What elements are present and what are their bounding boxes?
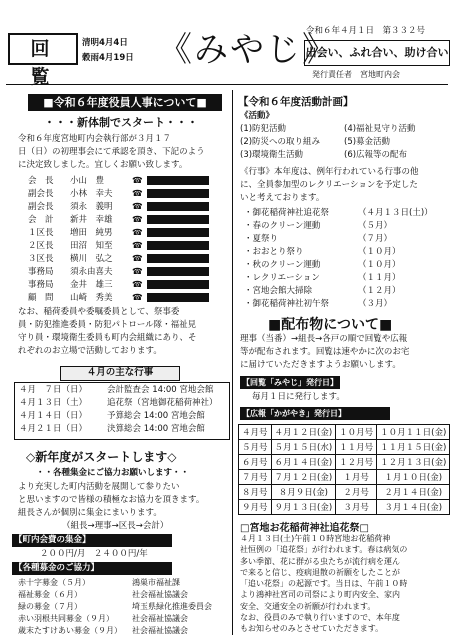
officer-role: 事務局 (28, 280, 54, 290)
officer-row (28, 175, 218, 188)
officer-role: 事務局 (28, 267, 54, 277)
plan-event (244, 298, 448, 311)
redacted-phone (147, 202, 209, 211)
policy-item: (2)防災への取り組み (240, 137, 321, 147)
month-cell: １１月号 (336, 440, 377, 455)
calendar-row (239, 470, 450, 485)
column-divider (232, 90, 233, 635)
festival-line: 安全、交通安全の祈願が行われます。 (240, 601, 376, 611)
newsletter-title: 《みやじ》 (158, 30, 338, 70)
fund-row (18, 625, 230, 637)
collection-flow: （組長→理事→区長→会計） (62, 521, 169, 531)
date-cell: ４月１２日(金) (271, 425, 336, 440)
date-cell: １２月１３日(金) (377, 455, 450, 470)
officers-heading: ■令和６年度役員人事について■ (28, 94, 222, 111)
festival-line: 社恒例の「追花祭」が行われます。春は病気の (240, 545, 408, 555)
officer-name: 増田 純男 (70, 228, 113, 238)
plan-heading: 【令和６年度活動計画】 (238, 96, 354, 108)
fund-row (18, 589, 230, 601)
festival-line: ４月１３日(土)午前１０時宮地お花稲荷神 (240, 534, 391, 543)
fund-name: 福祉募金（６月） (18, 590, 82, 599)
plan-event-name: ・秋のクリーン運動 (244, 260, 321, 270)
plan-event (244, 272, 448, 285)
phone-icon: ☎ (132, 189, 143, 199)
calendar-row (239, 485, 450, 500)
officer-row (28, 279, 218, 292)
intro-line: 日（日）の初理事会にて承認を頂き、下記のよう (18, 147, 205, 157)
officer-name: 横川 弘之 (70, 254, 113, 264)
officer-name: 小林 幸夫 (70, 189, 113, 199)
note-line: れぞれのお立場で活動しております。 (18, 346, 162, 356)
event-name: 追花祭（宮地御花稲荷神社） (107, 398, 218, 408)
event-name: 会計監査会 14:00 宮地会館 (107, 385, 214, 395)
officer-row (28, 253, 218, 266)
plan-event (244, 285, 448, 298)
fiscal-text (18, 481, 230, 533)
phone-icon: ☎ (132, 254, 143, 264)
phone-icon: ☎ (132, 215, 143, 225)
officer-name: 小山 豊 (70, 176, 105, 186)
policy-row (240, 136, 445, 149)
miyaji-heading: 【回覧「みやじ」発行日】 (242, 378, 338, 387)
officer-role: 副会長 (28, 202, 54, 212)
event-date: ４月１４日（日） (19, 411, 88, 421)
fiscal-line: 組長さんが個別に集金にまいります。 (18, 508, 162, 518)
april-row (19, 384, 225, 397)
event-date: ４月 ７日（日） (19, 385, 88, 395)
fund-row (18, 601, 230, 613)
fiscal-heading: ◇新年度がスタートします◇ (26, 450, 177, 464)
policy-item: (1)防犯活動 (240, 124, 287, 134)
redacted-phone (147, 228, 209, 237)
policy-item: (4)福祉見守り活動 (344, 124, 416, 134)
month-cell: １月号 (336, 470, 377, 485)
redacted-phone (147, 293, 209, 302)
plan-events (244, 207, 448, 311)
plan-event-when: （１０月） (358, 247, 401, 257)
officer-name: 須永 義明 (70, 202, 113, 212)
publisher: 発行責任者 宮地町内会 (312, 70, 400, 79)
officers-intro (18, 133, 226, 172)
officer-row (28, 240, 218, 253)
fund-name: 赤い羽根共同募金（９月） (18, 614, 114, 623)
festival-line: より鴻神社宮司の司祭により町内安全、家内 (240, 590, 400, 600)
month-cell: １２月号 (336, 455, 377, 470)
date-cell: １０月１１日(金) (377, 425, 450, 440)
fund-org: 埼玉県緑化推進委員会 (132, 602, 212, 611)
season-dates (82, 36, 134, 66)
plan-event (244, 259, 448, 272)
april-row (19, 410, 225, 423)
plan-event (244, 220, 448, 233)
festival-text (240, 533, 450, 635)
april-events (14, 382, 230, 440)
officer-row (28, 266, 218, 279)
note-line: なお、稲荷委員や委嘱委員として、祭事委 (18, 307, 180, 317)
issue-number: 令和６年４月１日 第３３２号 (306, 26, 426, 36)
month-cell: ５月号 (239, 440, 272, 455)
fund-name: 歳末たすけあい募金（９月） (18, 626, 122, 635)
date-cell: ７月１２日(金) (271, 470, 336, 485)
date-cell: ８月９日(金) (271, 485, 336, 500)
april-row (19, 423, 225, 436)
note-line: 員・防犯推進委員・防犯パトロール隊・福祉見 (18, 320, 197, 330)
month-cell: ２月号 (336, 485, 377, 500)
policy-row (240, 149, 445, 162)
officer-role: ２区長 (28, 241, 54, 251)
officer-role: ３区長 (28, 254, 54, 264)
header-divider (6, 84, 448, 85)
festival-line: 多い季節、花に群がる虫たちが流行病を運ん (240, 556, 400, 566)
date-cell: ５月１５日(水) (271, 440, 336, 455)
plan-policies (240, 110, 445, 162)
policy-item: (6)広報等の配布 (344, 150, 408, 160)
officer-row (28, 292, 218, 305)
plan-event-name: ・春のクリーン運動 (244, 221, 321, 231)
event-date: ４月２１日（日） (19, 424, 88, 434)
fund-name: 赤十字募金（５月） (18, 578, 90, 587)
plan-event-name: ・夏祭り (244, 234, 279, 244)
kagayaki-heading: 【広報「かがやき」発行日】 (240, 407, 390, 420)
event-date: ４月１３日（土） (19, 398, 88, 408)
intro-line: に決定致しました。宜しくお願い致します。 (18, 160, 188, 170)
fund-org: 社会福祉協議会 (132, 614, 188, 623)
funds-list (18, 577, 230, 637)
festival-line: なお、役員のみで執り行いますので、本年度 (240, 613, 400, 623)
dues-heading: 【町内会費の集金】 (12, 534, 172, 547)
officer-row (28, 227, 218, 240)
officer-name: 山崎 秀美 (70, 293, 113, 303)
month-cell: ３月号 (336, 500, 377, 515)
redacted-phone (147, 254, 209, 263)
plan-event-name: ・おおとり祭り (244, 247, 304, 257)
plan-line: いと考えております。 (240, 193, 325, 203)
officer-role: 顧 問 (28, 293, 54, 303)
event-name: 決算総会 14:00 宮地会館 (107, 424, 205, 434)
dues-amount: ２００円/月 ２４００円/年 (40, 549, 148, 559)
plan-event-name: ・宮地会館大掃除 (244, 286, 313, 296)
officer-row (28, 188, 218, 201)
event-name: 予算総会 14:00 宮地会館 (107, 411, 205, 421)
plan-event-name: ・御花稲荷神社初午祭 (244, 299, 330, 309)
fiscal-subheading: ・・各種集金にご協力お願いします・・ (36, 468, 190, 478)
officer-name: 金井 雄三 (70, 280, 113, 290)
month-cell: ４月号 (239, 425, 272, 440)
policy-item: (5)募金活動 (344, 137, 391, 147)
phone-icon: ☎ (132, 267, 143, 277)
date-cell: ３月１４日(金) (377, 500, 450, 515)
plan-line: に、全員参加型のレクリエーションを予定した (240, 180, 418, 190)
fund-org: 社会福祉協議会 (132, 626, 188, 635)
phone-icon: ☎ (132, 293, 143, 303)
date-cell: ９月１３日(金) (271, 500, 336, 515)
officer-row (28, 201, 218, 214)
date-cell: ２月１４日(金) (377, 485, 450, 500)
phone-icon: ☎ (132, 176, 143, 186)
officers-list (28, 175, 218, 305)
fund-row (18, 577, 230, 589)
phone-icon: ☎ (132, 202, 143, 212)
fiscal-line: より充実した町内活動を展開して参りたい (18, 482, 180, 492)
april-row (19, 397, 225, 410)
plan-text (240, 166, 450, 205)
delivery-text (240, 333, 450, 372)
note-line: 守り員・環境衛生委員も町内会組織にあり、そ (18, 333, 197, 343)
redacted-phone (147, 189, 209, 198)
plan-event-when: （１２月） (358, 286, 401, 296)
officer-name: 新井 幸雄 (70, 215, 113, 225)
officer-role: １区長 (28, 228, 54, 238)
phone-icon: ☎ (132, 280, 143, 290)
kagayaki-calendar (238, 424, 450, 515)
officer-role: 会 長 (28, 176, 54, 186)
delivery-heading: ■配布物について■ (268, 317, 393, 333)
fund-row (18, 613, 230, 625)
festival-line: で来ると信じ、疫病退散の祈願をしたことが (240, 567, 400, 577)
intro-line: 令和６年度宮地町内会執行部が３月１７ (18, 134, 172, 144)
plan-event-when: （４月１３日(土)） (358, 208, 433, 218)
delivery-line: に届けていただきますようお願いします。 (240, 360, 401, 370)
fund-org: 社会福祉協議会 (132, 590, 188, 599)
fund-org: 鴻巣市福祉課 (132, 578, 180, 587)
plan-event (244, 207, 448, 220)
calendar-row (239, 425, 450, 440)
policy-heading: 《活動》 (240, 111, 275, 121)
redacted-phone (147, 280, 209, 289)
redacted-phone (147, 176, 209, 185)
plan-event-name: ・レクリエーション (244, 273, 320, 283)
plan-line: 《行事》本年度は、例年行われている行事の他 (240, 167, 419, 177)
policy-row (240, 123, 445, 136)
date-cell: １１月１５日(金) (377, 440, 450, 455)
festival-heading: □宮地お花稲荷神社追花祭□ (240, 523, 369, 534)
festival-line: もお知らせのみとさせていただきます。 (240, 624, 384, 634)
plan-event (244, 246, 448, 259)
cleared-date: 清明4月4日 (82, 38, 128, 48)
month-cell: ９月号 (239, 500, 272, 515)
festival-line: 「追い花祭」の起源です。当日は、午前１０時 (240, 579, 408, 589)
month-cell: ６月号 (239, 455, 272, 470)
funds-heading: 【各種募金のご協力】 (12, 562, 172, 575)
plan-event-name: ・御花稲荷神社追花祭 (244, 208, 330, 218)
calendar-row (239, 455, 450, 470)
plan-event-when: （３月） (358, 299, 393, 309)
officers-note (18, 306, 228, 358)
officer-name: 田沼 知至 (70, 241, 113, 251)
date-cell: ６月１４日(金) (271, 455, 336, 470)
delivery-line: 理事（当番）→組長→各戸の順で回覧や広報 (240, 334, 408, 344)
redacted-phone (147, 215, 209, 224)
month-cell: １０月号 (336, 425, 377, 440)
grain-rain-date: 穀雨4月19日 (82, 53, 134, 63)
delivery-line: 等が配布されます。回覧は速やかに次のお宅 (240, 347, 410, 357)
officer-name: 須永由喜夫 (70, 267, 113, 277)
miyaji-text: 毎月１日に発行します。 (252, 392, 345, 402)
policy-item: (3)環境衛生活動 (240, 150, 304, 160)
plan-event (244, 233, 448, 246)
kairan-label: 回 覧 (8, 33, 78, 65)
plan-event-when: （７月） (358, 234, 393, 244)
officer-row (28, 214, 218, 227)
month-cell: ８月号 (239, 485, 272, 500)
fund-name: 緑の募金（７月） (18, 602, 82, 611)
plan-event-when: （５月） (358, 221, 393, 231)
officer-role: 副会長 (28, 189, 54, 199)
april-heading: ４月の主な行事 (60, 366, 180, 381)
slogan: 出会い、ふれ合い、助け合い (304, 40, 450, 66)
phone-icon: ☎ (132, 241, 143, 251)
calendar-row (239, 500, 450, 515)
date-cell: １月１０日(金) (377, 470, 450, 485)
phone-icon: ☎ (132, 228, 143, 238)
plan-event-when: （１１月） (358, 273, 401, 283)
redacted-phone (147, 241, 209, 250)
redacted-phone (147, 267, 209, 276)
month-cell: ７月号 (239, 470, 272, 485)
plan-event-when: （１０月） (358, 260, 401, 270)
officer-role: 会 計 (28, 215, 54, 225)
calendar-row (239, 440, 450, 455)
fiscal-line: と思いますので皆様の積極なお協力を頂きます。 (18, 495, 205, 505)
officers-subheading: ・・・新体制でスタート・・・ (44, 116, 198, 129)
